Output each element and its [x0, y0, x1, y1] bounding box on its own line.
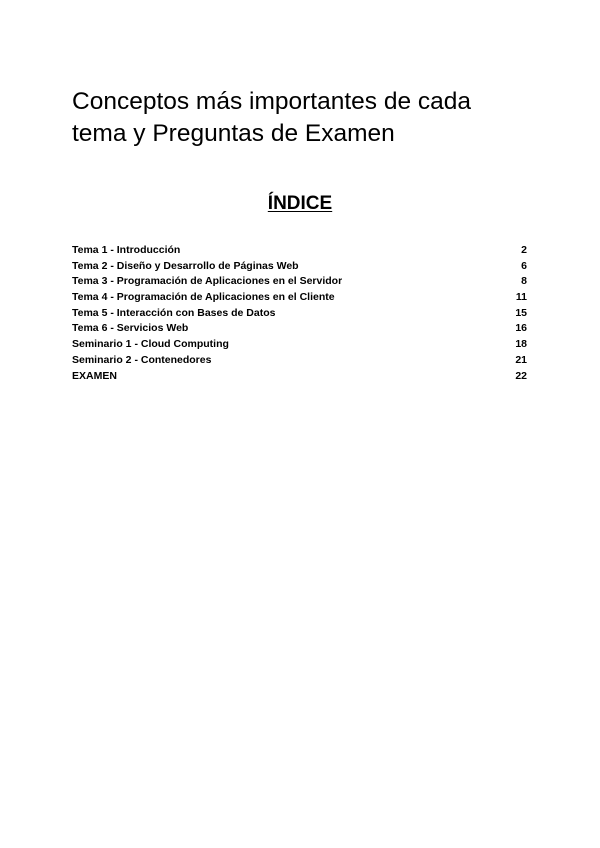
toc-entry-tema-3[interactable]	[72, 274, 527, 290]
toc-entry-page: 15	[515, 306, 527, 319]
toc-entry-label: Tema 4 - Programación de Aplicaciones en el Cliente	[72, 291, 335, 304]
toc-entry-seminario-1[interactable]	[72, 337, 527, 353]
toc-entry-page: 11	[515, 291, 527, 304]
toc-entry-tema-6[interactable]	[72, 321, 527, 337]
toc-entry-page: 6	[521, 259, 527, 272]
toc-entry-label: Tema 3 - Programación de Aplicaciones en el Servidor	[72, 275, 343, 288]
toc-entry-label: Seminario 1 - Cloud Computing	[72, 338, 229, 351]
toc-entry-tema-2[interactable]	[72, 259, 527, 275]
toc-entry-examen[interactable]	[72, 369, 527, 385]
toc-entry-label: EXAMEN	[72, 369, 117, 382]
toc-entry-page: 8	[521, 275, 527, 288]
title-line-2: tema y Preguntas de Examen	[72, 120, 395, 147]
toc-entry-seminario-2[interactable]	[72, 353, 527, 369]
table-of-contents	[72, 243, 527, 384]
toc-entry-tema-4[interactable]	[72, 290, 527, 306]
title-line-1: Conceptos más importantes de cada	[72, 88, 472, 115]
toc-entry-page: 2	[521, 244, 527, 256]
toc-entry-label: Tema 2 - Diseño y Desarrollo de Páginas Web	[72, 259, 299, 272]
toc-entry-page: 21	[515, 353, 527, 366]
toc-entry-label: Seminario 2 - Contenedores	[72, 353, 212, 366]
toc-entry-label: Tema 5 - Interacción con Bases de Datos	[72, 306, 276, 319]
toc-entry-tema-5[interactable]	[72, 306, 527, 322]
toc-heading: ÍNDICE	[267, 193, 333, 214]
toc-entry-tema-1[interactable]	[72, 243, 527, 259]
toc-entry-page: 16	[515, 322, 527, 335]
toc-entry-label: Tema 6 - Servicios Web	[72, 322, 189, 335]
toc-entry-label: Tema 1 - Introducción	[72, 244, 181, 256]
toc-entry-page: 18	[515, 338, 527, 351]
document-title	[72, 86, 542, 150]
toc-entry-page: 22	[515, 369, 527, 382]
